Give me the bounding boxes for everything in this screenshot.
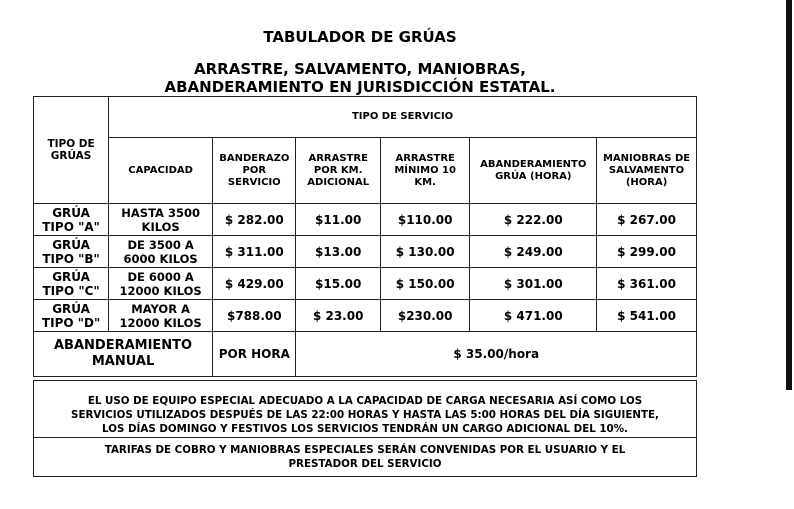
price-banderazo: $788.00 [213,300,296,332]
surcharge-note: EL USO DE EQUIPO ESPECIAL ADECUADO A LA CAPACIDAD DE CARGA NECESARIA ASÍ COMO LOS SERVICIOS UTILIZADOS DESPUÉS DE LAS 22:00 HORAS Y HASTA LAS 5:00 HORAS DEL DÍA SIGUIENTE, LOS DÍAS DOMINGO Y FESTIVOS LOS SERVICIOS TENDRÁN UN CARGO ADICIONAL DEL 10%. [34,381,696,438]
subtitle-line-1: ARRASTRE, SALVAMENTO, MANIOBRAS, [194,60,526,78]
price-arrastre-km: $11.00 [296,204,380,236]
price-arrastre-minimo: $ 150.00 [380,268,470,300]
table-row [34,268,697,300]
subtitle-line-2: ABANDERAMIENTO EN JURISDICCIÓN ESTATAL. [164,78,556,96]
table-row [34,300,697,332]
crane-type: GRÚA TIPO "A" [34,204,109,236]
table-row [34,204,697,236]
price-maniobras: $ 299.00 [597,236,697,268]
scan-edge-line [786,0,792,390]
header-tipo-servicio: TIPO DE SERVICIO [109,97,697,138]
header-capacidad: CAPACIDAD [109,138,213,204]
price-abanderamiento: $ 471.00 [470,300,597,332]
special-rates-note: TARIFAS DE COBRO Y MANIOBRAS ESPECIALES SERÁN CONVENIDAS POR EL USUARIO Y EL PRESTADOR DEL SERVICIO [104,444,626,470]
capacity: DE 6000 A 12000 KILOS [109,268,213,300]
manual-price: $ 35.00/hora [296,332,697,377]
capacity: DE 3500 A 6000 KILOS [109,236,213,268]
capacity: HASTA 3500 KILOS [109,204,213,236]
manual-label: ABANDERAMIENTO MANUAL [34,332,213,377]
header-abanderamiento: ABANDERAMIENTO GRÚA (HORA) [470,138,597,204]
price-arrastre-minimo: $110.00 [380,204,470,236]
price-arrastre-km: $13.00 [296,236,380,268]
price-arrastre-minimo: $230.00 [380,300,470,332]
price-abanderamiento: $ 249.00 [470,236,597,268]
price-banderazo: $ 429.00 [213,268,296,300]
notes-box [33,380,697,477]
table-row [34,236,697,268]
crane-type: GRÚA TIPO "B" [34,236,109,268]
manual-row [34,332,697,377]
price-banderazo: $ 282.00 [213,204,296,236]
tariff-table [33,96,697,377]
crane-type: GRÚA TIPO "D" [34,300,109,332]
price-abanderamiento: $ 222.00 [470,204,597,236]
header-maniobras: MANIOBRAS DE SALVAMENTO (HORA) [597,138,697,204]
price-arrastre-km: $15.00 [296,268,380,300]
price-maniobras: $ 361.00 [597,268,697,300]
crane-type: GRÚA TIPO "C" [34,268,109,300]
manual-unit: POR HORA [213,332,296,377]
header-arrastre-minimo: ARRASTRE MÍNIMO 10 KM. [380,138,470,204]
header-arrastre-km: ARRASTRE POR KM. ADICIONAL [296,138,380,204]
price-maniobras: $ 267.00 [597,204,697,236]
header-banderazo: BANDERAZO POR SERVICIO [213,138,296,204]
price-abanderamiento: $ 301.00 [470,268,597,300]
page-title: TABULADOR DE GRÚAS [263,28,457,46]
price-banderazo: $ 311.00 [213,236,296,268]
header-tipo-gruas: TIPO DE GRÚAS [34,97,109,204]
capacity: MAYOR A 12000 KILOS [109,300,213,332]
page-subtitle [0,60,720,96]
price-maniobras: $ 541.00 [597,300,697,332]
price-arrastre-km: $ 23.00 [296,300,380,332]
price-arrastre-minimo: $ 130.00 [380,236,470,268]
